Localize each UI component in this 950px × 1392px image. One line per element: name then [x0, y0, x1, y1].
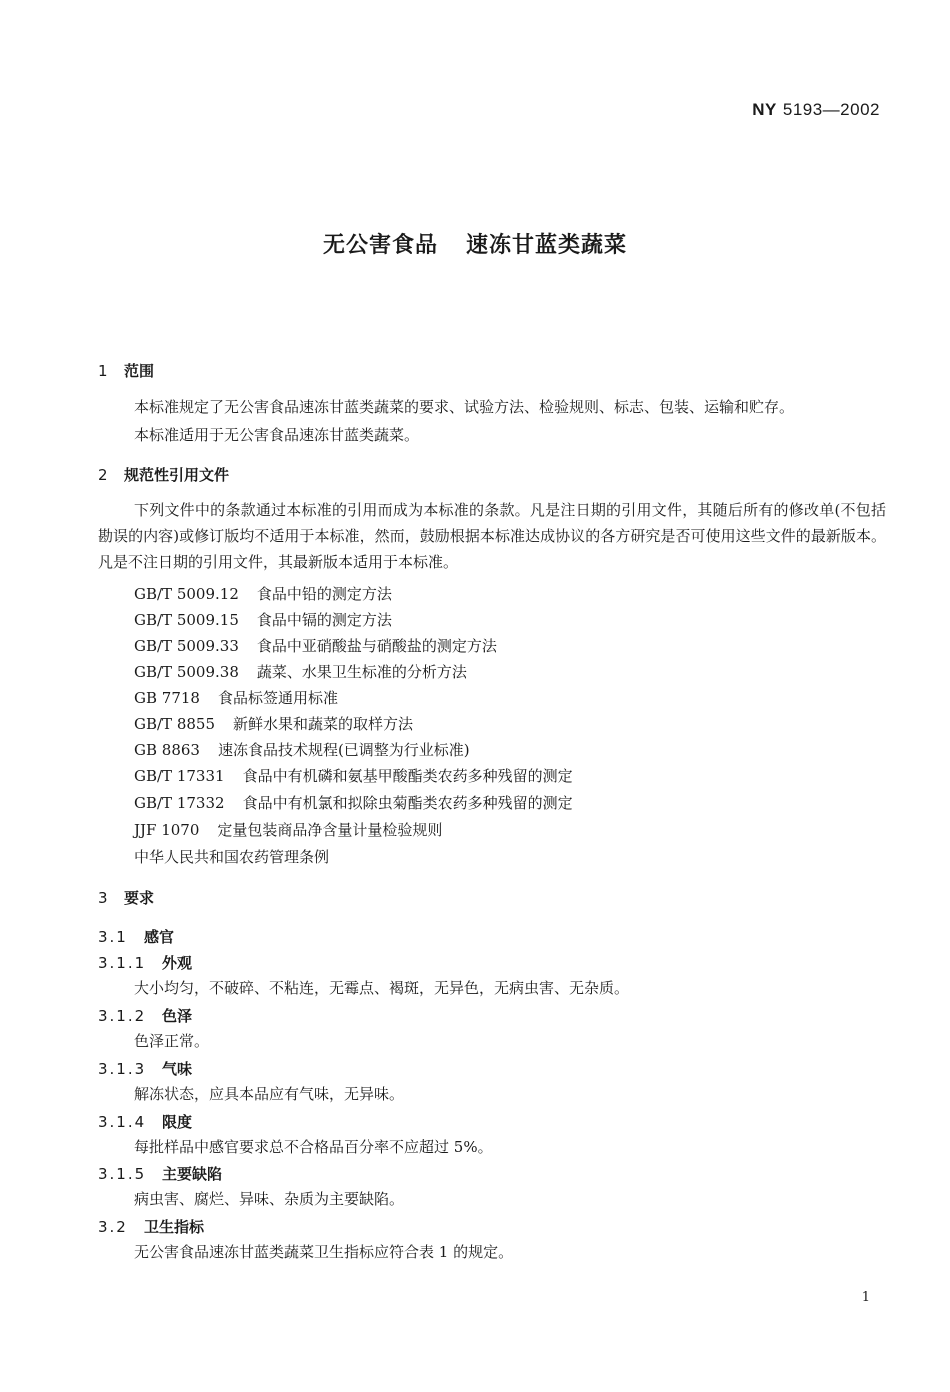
- subsection-number: 3.1.2: [98, 1007, 147, 1025]
- reference-item: [134, 739, 470, 760]
- page-number: 1: [861, 1290, 870, 1305]
- reference-item: [134, 635, 497, 656]
- subsection-3-1-1-heading: [98, 952, 192, 973]
- subsection-title: 气味: [162, 1060, 193, 1078]
- reference-code: GB/T 8855: [134, 715, 216, 733]
- reference-item: [134, 687, 338, 708]
- section-2-heading: [98, 464, 229, 485]
- section-1-paragraph-1: 本标准规定了无公害食品速冻甘蓝类蔬菜的要求、试验方法、检验规则、标志、包装、运输和贮存。: [134, 398, 795, 416]
- subsection-3-1-4-heading: [98, 1111, 192, 1132]
- document-title: [0, 228, 950, 259]
- section-title: 规范性引用文件: [124, 466, 230, 484]
- section-number: 3: [98, 889, 108, 907]
- subsection-title: 卫生指标: [144, 1218, 205, 1236]
- section-number: 1: [98, 362, 108, 380]
- reference-name: 新鲜水果和蔬菜的取样方法: [233, 715, 414, 733]
- section-2-intro: 下列文件中的条款通过本标准的引用而成为本标准的条款。凡是注日期的引用文件，其随后所有的修改单(不包括勘误的内容)或修订版均不适用于本标准，然而，鼓励根据本标准达成协议的各方研究是否可使用这些文件的最新版本。凡是不注日期的引用文件，其最新版本适用于本标准。: [98, 501, 886, 571]
- subsection-title: 外观: [162, 954, 193, 972]
- subsection-3-1-1-text: 大小均匀，不破碎、不粘连，无霉点、褐斑，无异色，无病虫害、无杂质。: [134, 979, 630, 997]
- title-part-2: 速冻甘蓝类蔬菜: [466, 233, 628, 258]
- reference-item-regulation: 中华人民共和国农药管理条例: [134, 848, 330, 866]
- reference-item: [134, 583, 392, 604]
- subsection-title: 主要缺陷: [162, 1165, 223, 1183]
- reference-name: 蔬菜、水果卫生标准的分析方法: [256, 663, 467, 681]
- reference-name: 食品中有机磷和氨基甲酸酯类农药多种残留的测定: [242, 767, 573, 785]
- reference-name: 食品中铅的测定方法: [256, 585, 392, 603]
- subsection-3-1-3-heading: [98, 1058, 192, 1079]
- section-number: 2: [98, 466, 108, 484]
- subsection-3-1-2-text: 色泽正常。: [134, 1032, 210, 1050]
- section-title: 要求: [124, 889, 155, 907]
- reference-code: GB 7718: [134, 689, 200, 707]
- reference-item: [134, 792, 573, 813]
- subsection-number: 3.2: [98, 1218, 128, 1236]
- subsection-3-1-5-text: 病虫害、腐烂、异味、杂质为主要缺陷。: [134, 1190, 405, 1208]
- subsection-3-2-text: 无公害食品速冻甘蓝类蔬菜卫生指标应符合表 1 的规定。: [134, 1243, 514, 1261]
- reference-name: 食品中镉的测定方法: [256, 611, 392, 629]
- subsection-number: 3.1: [98, 928, 128, 946]
- reference-name: 速冻食品技术规程(已调整为行业标准): [217, 741, 470, 759]
- section-3-heading: [98, 887, 154, 908]
- reference-code: GB/T 5009.33: [134, 637, 239, 655]
- subsection-3-1-2-heading: [98, 1005, 192, 1026]
- standard-prefix: NY: [752, 100, 777, 119]
- subsection-title: 感官: [144, 928, 175, 946]
- reference-item: [134, 661, 467, 682]
- reference-name: 食品中亚硝酸盐与硝酸盐的测定方法: [256, 637, 497, 655]
- subsection-number: 3.1.4: [98, 1113, 147, 1131]
- reference-item: [134, 765, 573, 786]
- section-title: 范围: [124, 362, 155, 380]
- subsection-number: 3.1.1: [98, 954, 147, 972]
- reference-name: 食品中有机氯和拟除虫菊酯类农药多种残留的测定: [242, 794, 573, 812]
- reference-name: 定量包装商品净含量计量检验规则: [217, 821, 443, 839]
- reference-code: GB/T 5009.15: [134, 611, 239, 629]
- reference-code: GB/T 5009.38: [134, 663, 239, 681]
- subsection-3-1-4-text: 每批样品中感官要求总不合格品百分率不应超过 5%。: [134, 1138, 493, 1156]
- subsection-3-2-heading: [98, 1216, 204, 1237]
- reference-code: GB/T 5009.12: [134, 585, 239, 603]
- standard-number: [752, 100, 880, 120]
- reference-name: 食品标签通用标准: [217, 689, 338, 707]
- subsection-3-1-heading: [98, 926, 174, 947]
- reference-code: GB/T 17332: [134, 794, 225, 812]
- subsection-3-1-5-heading: [98, 1163, 222, 1184]
- reference-code: GB/T 17331: [134, 767, 225, 785]
- section-1-heading: [98, 360, 154, 381]
- subsection-number: 3.1.3: [98, 1060, 147, 1078]
- subsection-title: 色泽: [162, 1007, 193, 1025]
- standard-code: 5193—2002: [782, 100, 880, 119]
- subsection-3-1-3-text: 解冻状态，应具本品应有气味，无异味。: [134, 1085, 405, 1103]
- reference-code: JJF 1070: [134, 821, 200, 839]
- reference-item: [134, 609, 392, 630]
- subsection-number: 3.1.5: [98, 1165, 147, 1183]
- reference-code: GB 8863: [134, 741, 200, 759]
- reference-item: [134, 819, 442, 840]
- subsection-title: 限度: [162, 1113, 193, 1131]
- section-1-paragraph-2: 本标准适用于无公害食品速冻甘蓝类蔬菜。: [134, 426, 420, 444]
- reference-item: [134, 713, 413, 734]
- title-part-1: 无公害食品: [322, 233, 438, 258]
